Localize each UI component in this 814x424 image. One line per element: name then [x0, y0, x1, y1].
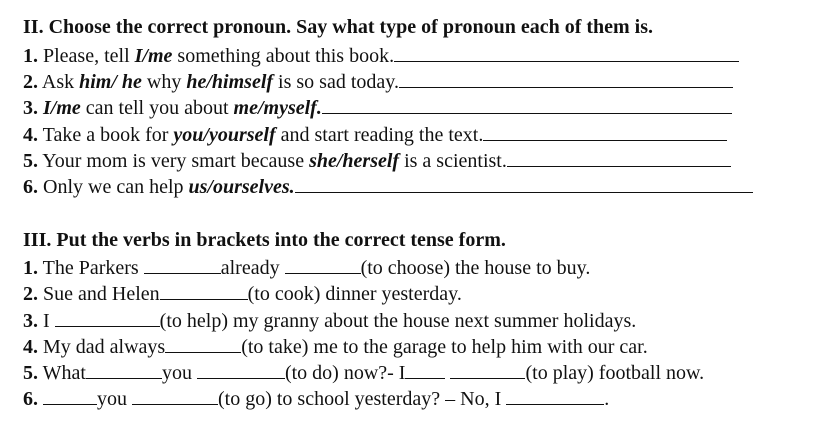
answer-blank[interactable]: [483, 121, 727, 141]
item-number: 3.: [23, 310, 38, 332]
item-text: you: [97, 388, 132, 410]
s3-item-6: [23, 385, 609, 409]
s2-item-4: [23, 121, 727, 145]
s3-item-1: [23, 254, 590, 278]
item-number: 5.: [23, 150, 38, 172]
item-text: The Parkers: [38, 257, 144, 279]
answer-blank[interactable]: [399, 68, 733, 88]
item-text: already: [220, 257, 285, 279]
answer-blank[interactable]: [160, 280, 248, 300]
answer-blank[interactable]: [506, 385, 604, 405]
s2-item-1: [23, 42, 739, 66]
item-text: Ask: [38, 71, 80, 93]
answer-blank[interactable]: [450, 359, 525, 379]
answer-blank[interactable]: [43, 385, 97, 405]
answer-blank[interactable]: [55, 307, 160, 327]
answer-blank[interactable]: [295, 173, 753, 193]
item-text: Only we can help: [38, 176, 189, 198]
section-3-heading: III. Put the verbs in brackets into the correct tense form.: [23, 229, 506, 251]
item-number: 4.: [23, 124, 38, 146]
item-text: (to go) to school yesterday? – No, I: [218, 388, 507, 410]
s3-item-3: [23, 307, 636, 331]
item-number: 4.: [23, 336, 38, 358]
item-text: (to play) football now.: [525, 362, 705, 384]
item-text: can tell you about: [80, 97, 234, 119]
item-text: you: [161, 362, 197, 384]
answer-blank[interactable]: [165, 333, 241, 353]
item-number: 5.: [23, 362, 38, 384]
answer-blank[interactable]: [405, 359, 445, 379]
pronoun-option: he/himself: [186, 71, 274, 93]
answer-blank[interactable]: [132, 385, 218, 405]
item-text: (to choose) the house to buy.: [360, 257, 591, 279]
item-text: (to take) me to the garage to help him with our car.: [241, 336, 648, 358]
item-text: My dad always: [38, 336, 166, 358]
item-text: something about this book.: [172, 45, 395, 67]
item-text: Sue and Helen: [38, 283, 160, 305]
answer-blank[interactable]: [144, 254, 221, 274]
answer-blank[interactable]: [86, 359, 162, 379]
item-number: 6.: [23, 388, 38, 410]
s2-item-2: [23, 68, 733, 92]
item-number: 1.: [23, 45, 38, 67]
s2-item-6: [23, 173, 753, 197]
item-number: 3.: [23, 97, 38, 119]
item-text: is a scientist.: [399, 150, 507, 172]
answer-blank[interactable]: [507, 147, 731, 167]
item-number: 6.: [23, 176, 38, 198]
item-text: What: [38, 362, 86, 384]
item-text: .: [604, 388, 610, 410]
item-text: and start reading the text.: [275, 124, 484, 146]
section-2-heading: II. Choose the correct pronoun. Say what type of pronoun each of them is.: [23, 16, 654, 38]
item-text: (to help) my granny about the house next summer holidays.: [159, 310, 637, 332]
item-text: Take a book for: [38, 124, 174, 146]
s2-item-3: [23, 94, 732, 118]
item-text: Please, tell: [38, 45, 135, 67]
item-number: 2.: [23, 283, 38, 305]
s3-item-4: [23, 333, 648, 357]
pronoun-option: me/myself.: [233, 97, 322, 119]
pronoun-option: I/me: [134, 45, 173, 67]
item-number: 2.: [23, 71, 38, 93]
s3-item-2: [23, 280, 462, 304]
item-text: (to cook) dinner yesterday.: [247, 283, 462, 305]
pronoun-option: you/yourself: [173, 124, 276, 146]
pronoun-option: I/me: [43, 97, 81, 119]
answer-blank[interactable]: [197, 359, 285, 379]
answer-blank[interactable]: [394, 42, 739, 62]
item-number: 1.: [23, 257, 38, 279]
pronoun-option: she/herself: [309, 150, 400, 172]
answer-blank[interactable]: [285, 254, 361, 274]
item-text: I: [38, 310, 55, 332]
item-text: (to do) now?- I: [284, 362, 406, 384]
item-text: is so sad today.: [273, 71, 399, 93]
answer-blank[interactable]: [322, 94, 732, 114]
s3-item-5: [23, 359, 704, 383]
pronoun-option: us/ourselves.: [188, 176, 295, 198]
item-text: why: [141, 71, 187, 93]
s2-item-5: [23, 147, 731, 171]
item-text: Your mom is very smart because: [38, 150, 310, 172]
pronoun-option: him/ he: [79, 71, 142, 93]
